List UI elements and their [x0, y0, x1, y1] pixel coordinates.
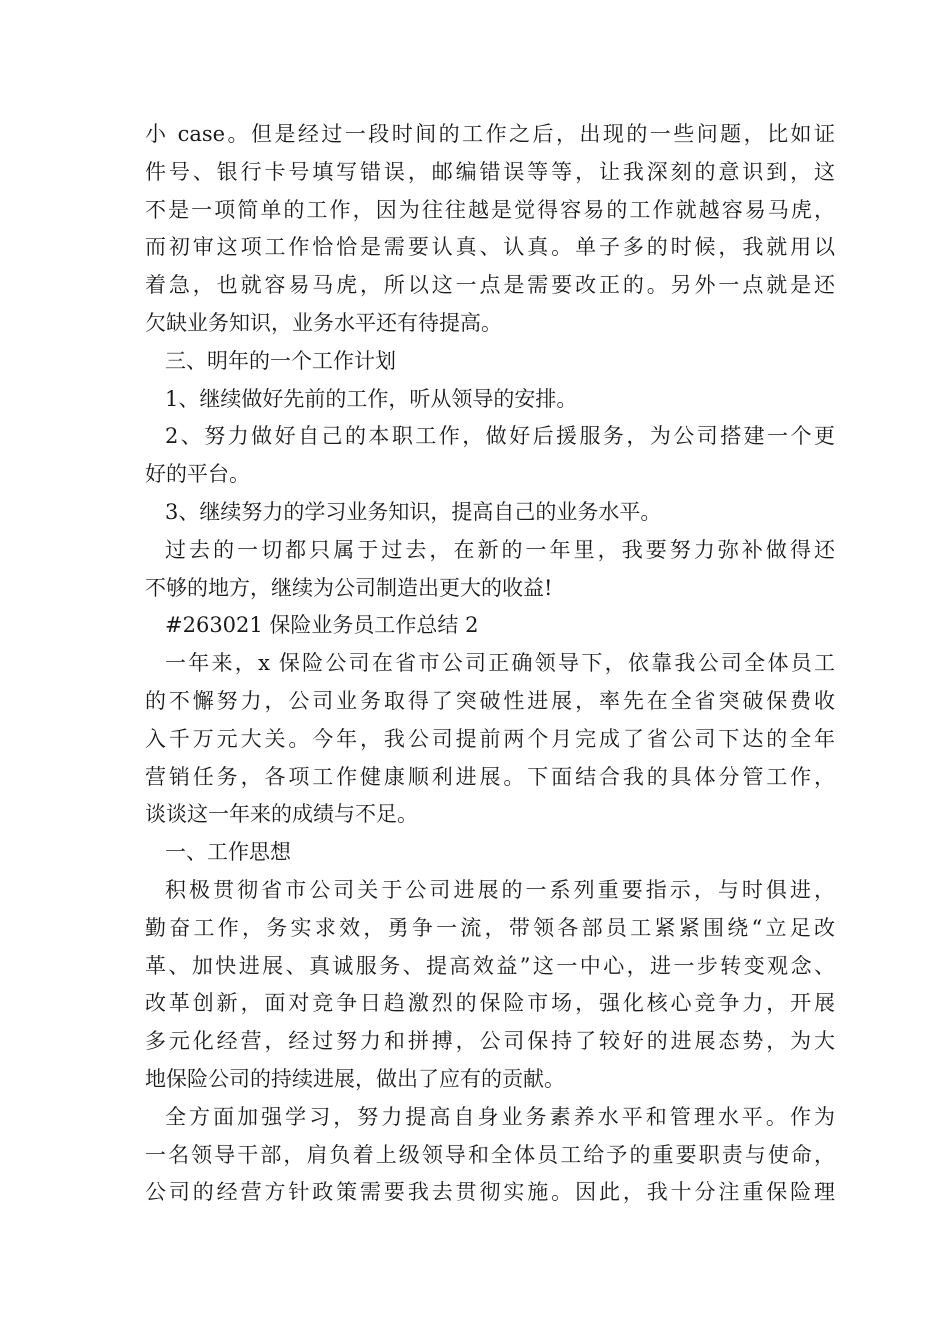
text-line: 而初审这项工作恰恰是需要认真、认真。单子多的时候，我就用以: [145, 235, 835, 260]
plan-item: 1、继续做好先前的工作，听从领导的安排。: [165, 386, 578, 411]
text-line: 一年来，x 保险公司在省市公司正确领导下，依靠我公司全体员工: [165, 651, 835, 676]
text-line: 革、加快进展、真诚服务、提高效益”这一中心，进一步转变观念、: [145, 953, 835, 978]
text-line: 营销任务，各项工作健康顺利进展。下面结合我的具体分管工作，: [145, 764, 835, 789]
text-line: 谈谈这一年来的成绩与不足。: [145, 802, 418, 827]
text-line: 改革创新，面对竞争日趋激烈的保险市场，强化核心竞争力，开展: [145, 991, 835, 1016]
text-line: 地保险公司的持续进展，做出了应有的贡献。: [145, 1066, 565, 1091]
text-line: 小 case。但是经过一段时间的工作之后，出现的一些问题，比如证: [145, 122, 835, 146]
text-line: 着急，也就容易马虎，所以这一点是需要改正的。另外一点就是还: [145, 273, 835, 298]
section-heading: 三、明年的一个工作计划: [165, 348, 396, 373]
text-line: 积极贯彻省市公司关于公司进展的一系列重要指示，与时俱进，: [165, 877, 835, 902]
document-body: [145, 116, 835, 1212]
text-line: 入千万元大关。今年，我公司提前两个月完成了省公司下达的全年: [145, 726, 835, 751]
text-line: 好的平台。: [145, 462, 250, 487]
text-line: 过去的一切都只属于过去，在新的一年里，我要努力弥补做得还: [165, 537, 835, 562]
document-subtitle: #263021 保险业务员工作总结 2: [165, 613, 479, 638]
text-line: 多元化经营，经过努力和拼搏，公司保持了较好的进展态势，为大: [145, 1029, 835, 1054]
text-line: 不够的地方，继续为公司制造出更大的收益!: [145, 575, 553, 600]
plan-item: 2、努力做好自己的本职工作，做好后援服务，为公司搭建一个更: [165, 424, 835, 449]
text-line: 勤奋工作，务实求效，勇争一流，带领各部员工紧紧围绕“立足改: [145, 915, 835, 940]
text-line: 件号、银行卡号填写错误，邮编错误等等，让我深刻的意识到，这: [145, 159, 835, 184]
text-line: 的不懈努力，公司业务取得了突破性进展，率先在全省突破保费收: [145, 688, 835, 713]
text-line: 一名领导干部，肩负着上级领导和全体员工给予的重要职责与使命，: [145, 1142, 835, 1167]
section-heading: 一、工作思想: [165, 840, 291, 865]
plan-item: 3、继续努力的学习业务知识，提高自己的业务水平。: [165, 499, 662, 524]
text-line: 不是一项简单的工作，因为往往越是觉得容易的工作就越容易马虎，: [145, 197, 835, 222]
text-line: 公司的经营方针政策需要我去贯彻实施。因此，我十分注重保险理: [145, 1180, 835, 1205]
text-line: 欠缺业务知识，业务水平还有待提高。: [145, 310, 502, 335]
text-line: 全方面加强学习，努力提高自身业务素养水平和管理水平。作为: [165, 1104, 835, 1129]
